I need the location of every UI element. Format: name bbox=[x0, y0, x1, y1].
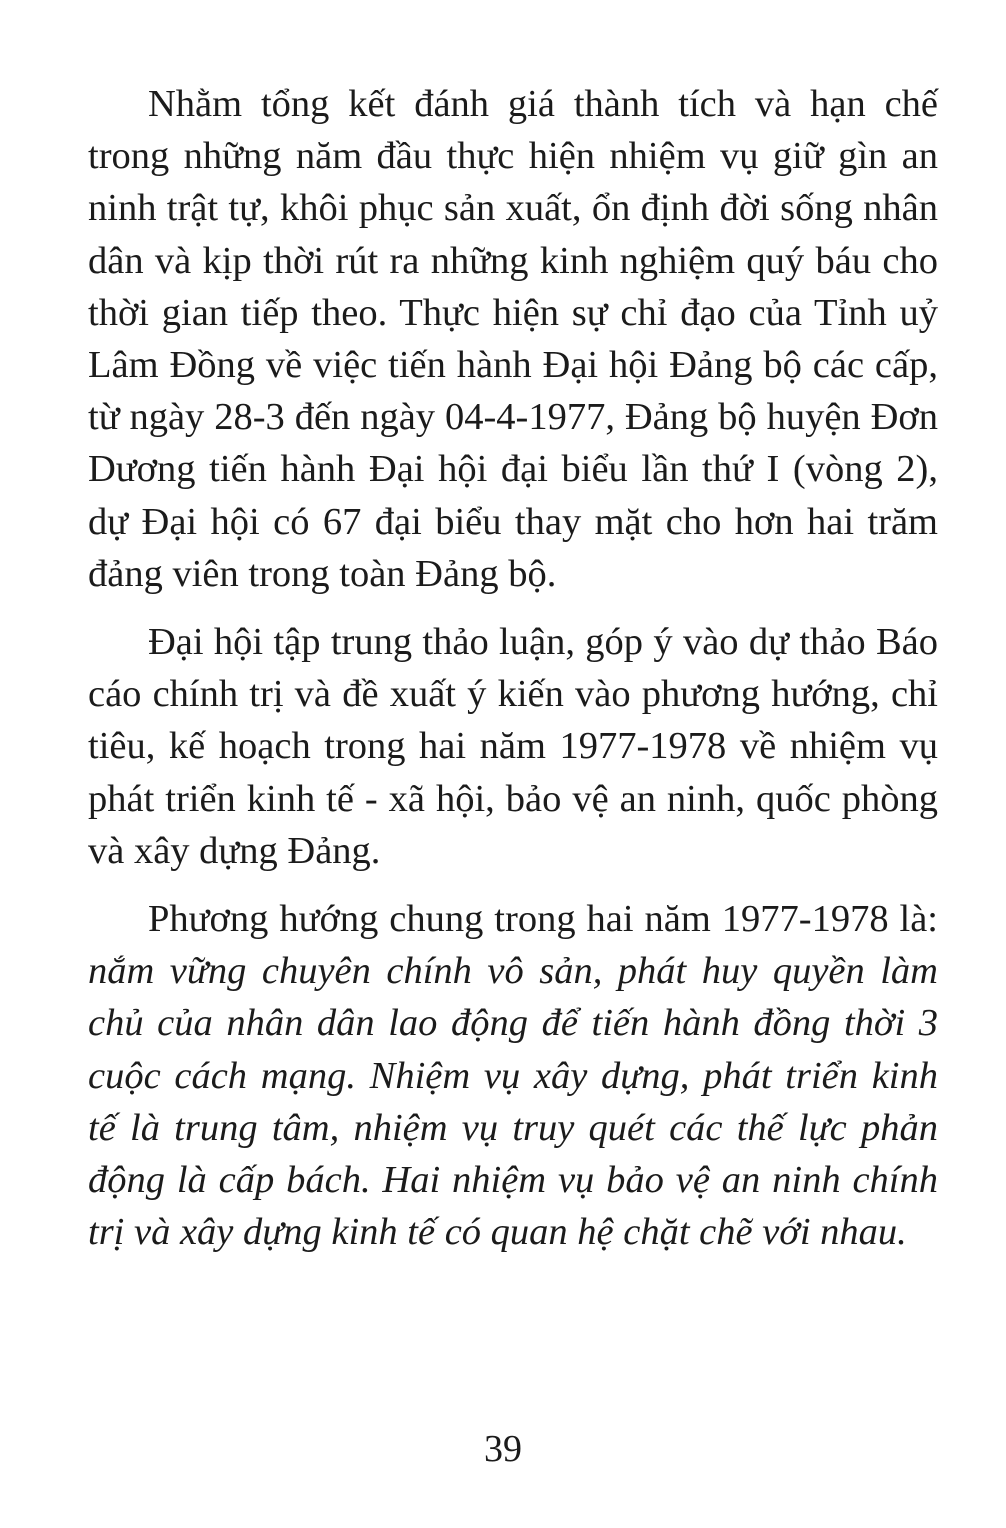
paragraph-1: Nhằm tổng kết đánh giá thành tích và hạn chế trong những năm đầu thực hiện nhiệm vụ giữ gìn an ninh trật tự, khôi phục sản xuất, ổn định đời sống nhân dân và kịp thời rút ra những kinh nghiệm quý báu cho thời gian tiếp theo. Thực hiện sự chỉ đạo của Tỉnh uỷ Lâm Đồng về việc tiến hành Đại hội Đảng bộ các cấp, từ ngày 28-3 đến ngày 04-4-1977, Đảng bộ huyện Đơn Dương tiến hành Đại hội đại biểu lần thứ I (vòng 2), dự Đại hội có 67 đại biểu thay mặt cho hơn hai trăm đảng viên trong toàn Đảng bộ. bbox=[88, 83, 938, 595]
paragraph-3 bbox=[88, 893, 938, 1258]
page-body bbox=[88, 78, 938, 1258]
paragraph-2: Đại hội tập trung thảo luận, góp ý vào dự thảo Báo cáo chính trị và đề xuất ý kiến vào phương hướng, chỉ tiêu, kế hoạch trong hai năm 1977-1978 về nhiệm vụ phát triển kinh tế - xã hội, bảo vệ an ninh, quốc phòng và xây dựng Đảng. bbox=[88, 621, 938, 872]
paragraph-3-lead: Phương hướng chung trong hai năm 1977-1978 là: bbox=[148, 898, 938, 941]
page-number: 39 bbox=[484, 1428, 522, 1470]
paragraph-3-italic: nắm vững chuyên chính vô sản, phát huy quyền làm chủ của nhân dân lao động để tiến hành đồng thời 3 cuộc cách mạng. Nhiệm vụ xây dựng, phát triển kinh tế là trung tâm, nhiệm vụ truy quét các thế lực phản động là cấp bách. Hai nhiệm vụ bảo vệ an ninh chính trị và xây dựng kinh tế có quan hệ chặt chẽ với nhau. bbox=[88, 950, 938, 1254]
